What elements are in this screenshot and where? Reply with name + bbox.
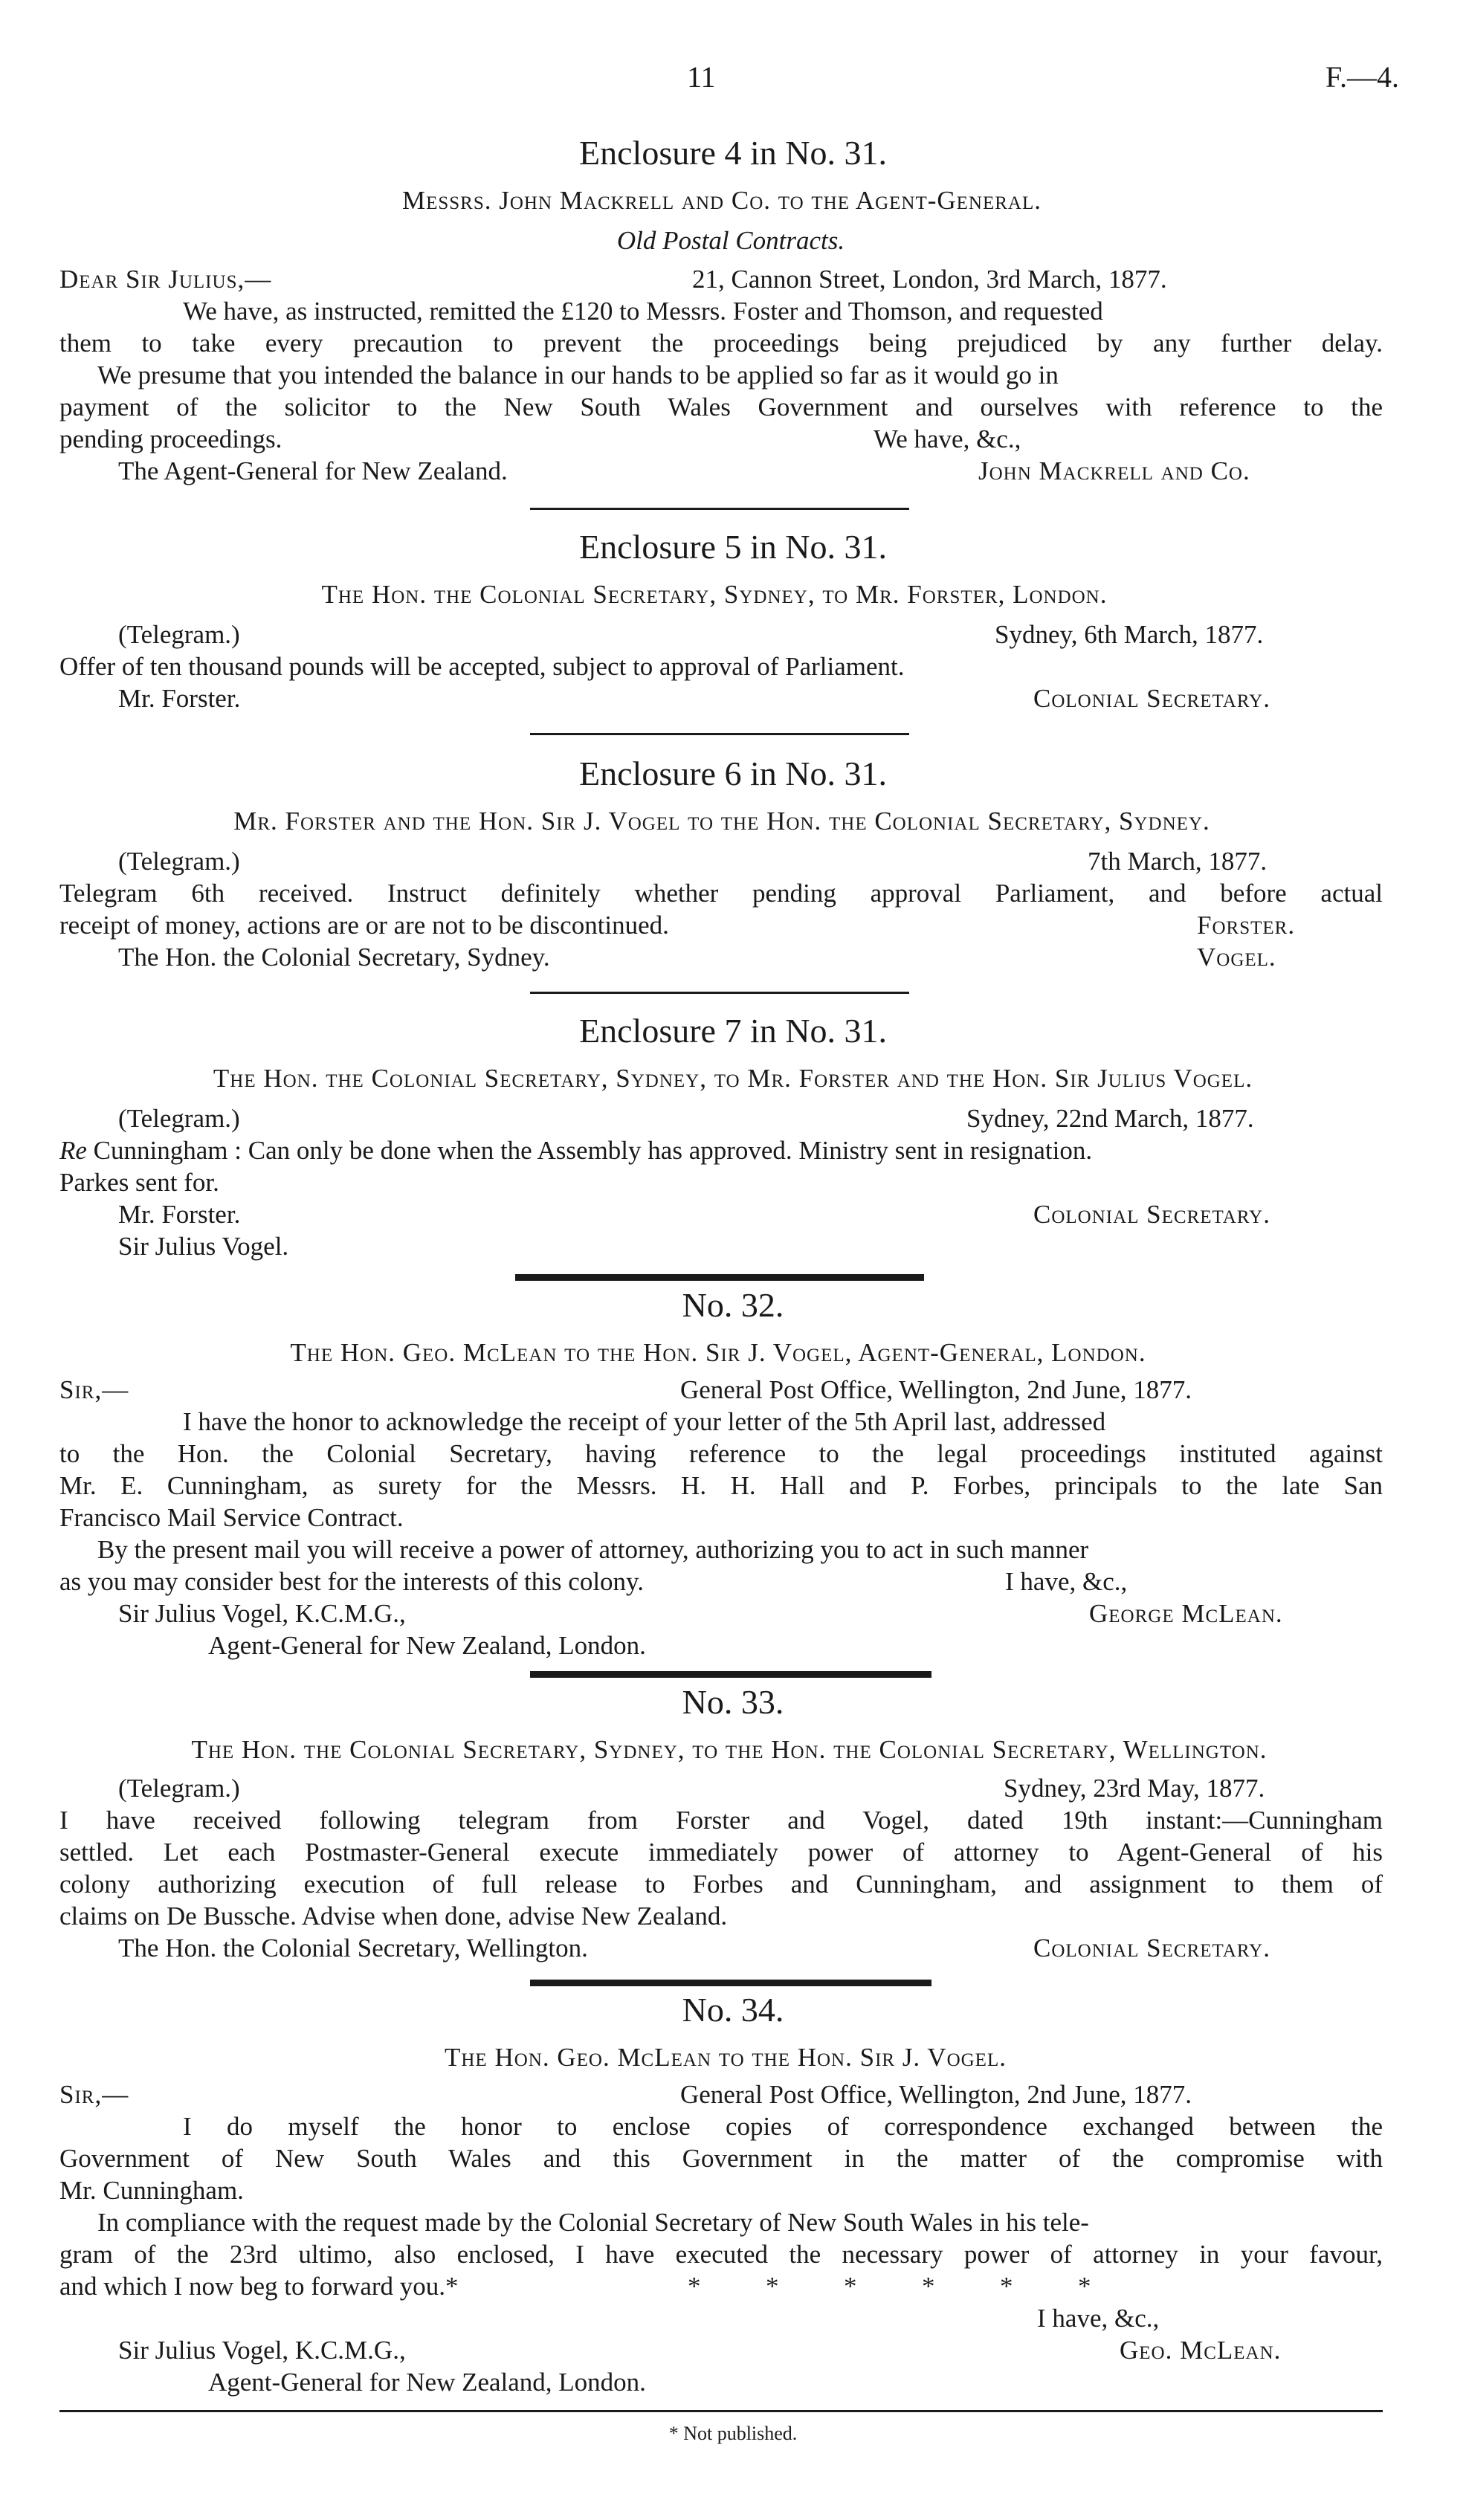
no-33-signature: Colonial Secretary. <box>1033 1933 1270 1962</box>
no-32-title: No. 32. <box>682 1286 784 1324</box>
no-33-line-4: claims on De Bussche. Advise when done, advise New Zealand. <box>59 1902 728 1931</box>
no-34-recipient-2: Agent-General for New Zealand, London. <box>208 2368 646 2397</box>
no-34-line-2: Government of New South Wales and this Government in the matter of the compromise with <box>59 2144 1383 2173</box>
no-32-line-3: Mr. E. Cunningham, as surety for the Messrs. H. H. Hall and P. Forbes, principals to the late San <box>59 1471 1383 1500</box>
enclosure-4-address: 21, Cannon Street, London, 3rd March, 1877. <box>692 265 1167 294</box>
enclosure-4-closing: We have, &c., <box>874 424 1021 453</box>
section-divider-thick <box>530 1980 931 1986</box>
no-34-recipient-1: Sir Julius Vogel, K.C.M.G., <box>118 2336 406 2365</box>
enclosure-4-line-4: payment of the solicitor to the New South Wales Government and ourselves with reference to the <box>59 392 1383 421</box>
enclosure-7-recipient-2: Sir Julius Vogel. <box>118 1232 289 1261</box>
section-divider <box>530 992 909 994</box>
no-32-line-1: I have the honor to acknowledge the receipt of your letter of the 5th April last, addressed <box>183 1407 1106 1436</box>
no-34-line-3: Mr. Cunningham. <box>59 2176 244 2205</box>
no-33-line-1: I have received following telegram from Forster and Vogel, dated 19th instant:—Cunningham <box>59 1806 1383 1835</box>
document-code: F.—4. <box>1325 60 1400 94</box>
enclosure-4-line-1: We have, as instructed, remitted the £120 to Messrs. Foster and Thomson, and requested <box>183 297 1103 326</box>
enclosure-5-title: Enclosure 5 in No. 31. <box>579 528 887 566</box>
no-32-line-4: Francisco Mail Service Contract. <box>59 1503 404 1532</box>
no-33-telegram: (Telegram.) <box>118 1774 240 1803</box>
no-32-salutation: Sir,— <box>59 1375 129 1404</box>
no-32-line-6: as you may consider best for the interests of this colony. <box>59 1567 645 1596</box>
section-divider-thick <box>515 1274 924 1281</box>
enclosure-6-line-1: Telegram 6th received. Instruct definitely whether pending approval Parliament, and before actual <box>59 879 1383 908</box>
section-divider <box>530 733 909 735</box>
enclosure-7-recipient-1: Mr. Forster. <box>118 1200 241 1229</box>
enclosure-5-subtitle: The Hon. the Colonial Secretary, Sydney, to Mr. Forster, London. <box>321 580 1108 609</box>
enclosure-4-line-2: them to take every precaution to prevent the proceedings being prejudiced by any further delay. <box>59 329 1383 358</box>
enclosure-4-topic: Old Postal Contracts. <box>616 226 845 255</box>
no-33-line-2: settled. Let each Postmaster-General execute immediately power of attorney to Agent-General of his <box>59 1838 1383 1867</box>
enclosure-5-recipient: Mr. Forster. <box>118 684 241 713</box>
enclosure-6-signature-vogel: Vogel. <box>1197 943 1276 972</box>
no-33-dateline: Sydney, 23rd May, 1877. <box>1004 1774 1265 1803</box>
no-33-title: No. 33. <box>682 1683 784 1721</box>
no-32-closing: I have, &c., <box>1005 1567 1128 1596</box>
page-number: 11 <box>687 60 716 94</box>
enclosure-7-line-1-text: Cunningham : Can only be done when the Assembly has approved. Ministry sent in resignation. <box>86 1136 1093 1165</box>
no-32-recipient-1: Sir Julius Vogel, K.C.M.G., <box>118 1599 406 1628</box>
enclosure-5-line-1: Offer of ten thousand pounds will be accepted, subject to approval of Parliament. <box>59 652 905 681</box>
no-34-signature: Geo. McLean. <box>1120 2336 1282 2365</box>
no-34-omission-asterisks: * * * * * * <box>688 2272 1091 2301</box>
enclosure-7-title: Enclosure 7 in No. 31. <box>579 1012 887 1050</box>
enclosure-4-salutation: Dear Sir Julius,— <box>59 265 272 294</box>
no-32-recipient-2: Agent-General for New Zealand, London. <box>208 1631 646 1660</box>
no-34-line-1: I do myself the honor to enclose copies of correspondence exchanged between the <box>183 2112 1383 2141</box>
no-34-line-4: In compliance with the request made by the Colonial Secretary of New South Wales in his tele- <box>97 2208 1089 2237</box>
enclosure-6-line-2: receipt of money, actions are or are not to be discontinued. <box>59 911 669 940</box>
footnote: * Not published. <box>668 2423 798 2444</box>
section-divider <box>530 508 909 510</box>
no-34-salutation: Sir,— <box>59 2080 129 2109</box>
enclosure-4-line-5: pending proceedings. <box>59 424 282 453</box>
no-34-line-5: gram of the 23rd ultimo, also enclosed, I have executed the necessary power of attorney in your favour, <box>59 2240 1383 2269</box>
enclosure-7-dateline: Sydney, 22nd March, 1877. <box>966 1104 1254 1133</box>
no-32-signature: George McLean. <box>1089 1599 1283 1628</box>
no-33-recipient: The Hon. the Colonial Secretary, Wellington. <box>118 1933 588 1962</box>
no-34-line-6: and which I now beg to forward you.* <box>59 2272 459 2301</box>
no-34-subtitle: The Hon. Geo. McLean to the Hon. Sir J. Vogel. <box>445 2043 1007 2072</box>
no-33-subtitle: The Hon. the Colonial Secretary, Sydney, to the Hon. the Colonial Secretary, Wellington. <box>191 1735 1268 1764</box>
enclosure-4-line-3: We presume that you intended the balance in our hands to be applied so far as it would go in <box>97 361 1059 390</box>
enclosure-7-line-1 <box>59 1134 1092 1166</box>
enclosure-4-title: Enclosure 4 in No. 31. <box>579 134 887 172</box>
enclosure-6-recipient: The Hon. the Colonial Secretary, Sydney. <box>118 943 550 972</box>
enclosure-6-signature-forster: Forster. <box>1197 911 1296 940</box>
enclosure-7-subtitle: The Hon. the Colonial Secretary, Sydney, to Mr. Forster and the Hon. Sir Julius Vogel. <box>213 1064 1253 1093</box>
enclosure-7-line-2: Parkes sent for. <box>59 1168 219 1197</box>
enclosure-7-re: Re <box>59 1136 87 1165</box>
enclosure-6-title: Enclosure 6 in No. 31. <box>579 755 887 792</box>
enclosure-4-signature: John Mackrell and Co. <box>978 456 1250 485</box>
no-34-closing: I have, &c., <box>1037 2304 1160 2333</box>
section-divider-thick <box>530 1671 931 1678</box>
enclosure-6-subtitle: Mr. Forster and the Hon. Sir J. Vogel to the Hon. the Colonial Secretary, Sydney. <box>233 807 1210 836</box>
enclosure-5-dateline: Sydney, 6th March, 1877. <box>995 620 1264 649</box>
enclosure-7-telegram: (Telegram.) <box>118 1104 240 1133</box>
footnote-rule <box>59 2410 1383 2412</box>
enclosure-6-telegram: (Telegram.) <box>118 847 240 876</box>
no-34-address: General Post Office, Wellington, 2nd June, 1877. <box>680 2080 1192 2109</box>
no-32-line-2: to the Hon. the Colonial Secretary, having reference to the legal proceedings instituted against <box>59 1439 1383 1468</box>
enclosure-7-signature: Colonial Secretary. <box>1033 1200 1270 1229</box>
enclosure-4-recipient: The Agent-General for New Zealand. <box>118 456 508 485</box>
enclosure-5-telegram: (Telegram.) <box>118 620 240 649</box>
no-33-line-3: colony authorizing execution of full release to Forbes and Cunningham, and assignment to them of <box>59 1870 1383 1899</box>
enclosure-4-subtitle: Messrs. John Mackrell and Co. to the Agent-General. <box>401 186 1042 215</box>
enclosure-6-dateline: 7th March, 1877. <box>1088 847 1268 876</box>
no-34-title: No. 34. <box>682 1991 784 2029</box>
no-32-address: General Post Office, Wellington, 2nd June, 1877. <box>680 1375 1192 1404</box>
enclosure-5-signature: Colonial Secretary. <box>1033 684 1270 713</box>
no-32-line-5: By the present mail you will receive a power of attorney, authorizing you to act in such manner <box>97 1535 1089 1564</box>
no-32-subtitle: The Hon. Geo. McLean to the Hon. Sir J. Vogel, Agent-General, London. <box>290 1338 1146 1367</box>
